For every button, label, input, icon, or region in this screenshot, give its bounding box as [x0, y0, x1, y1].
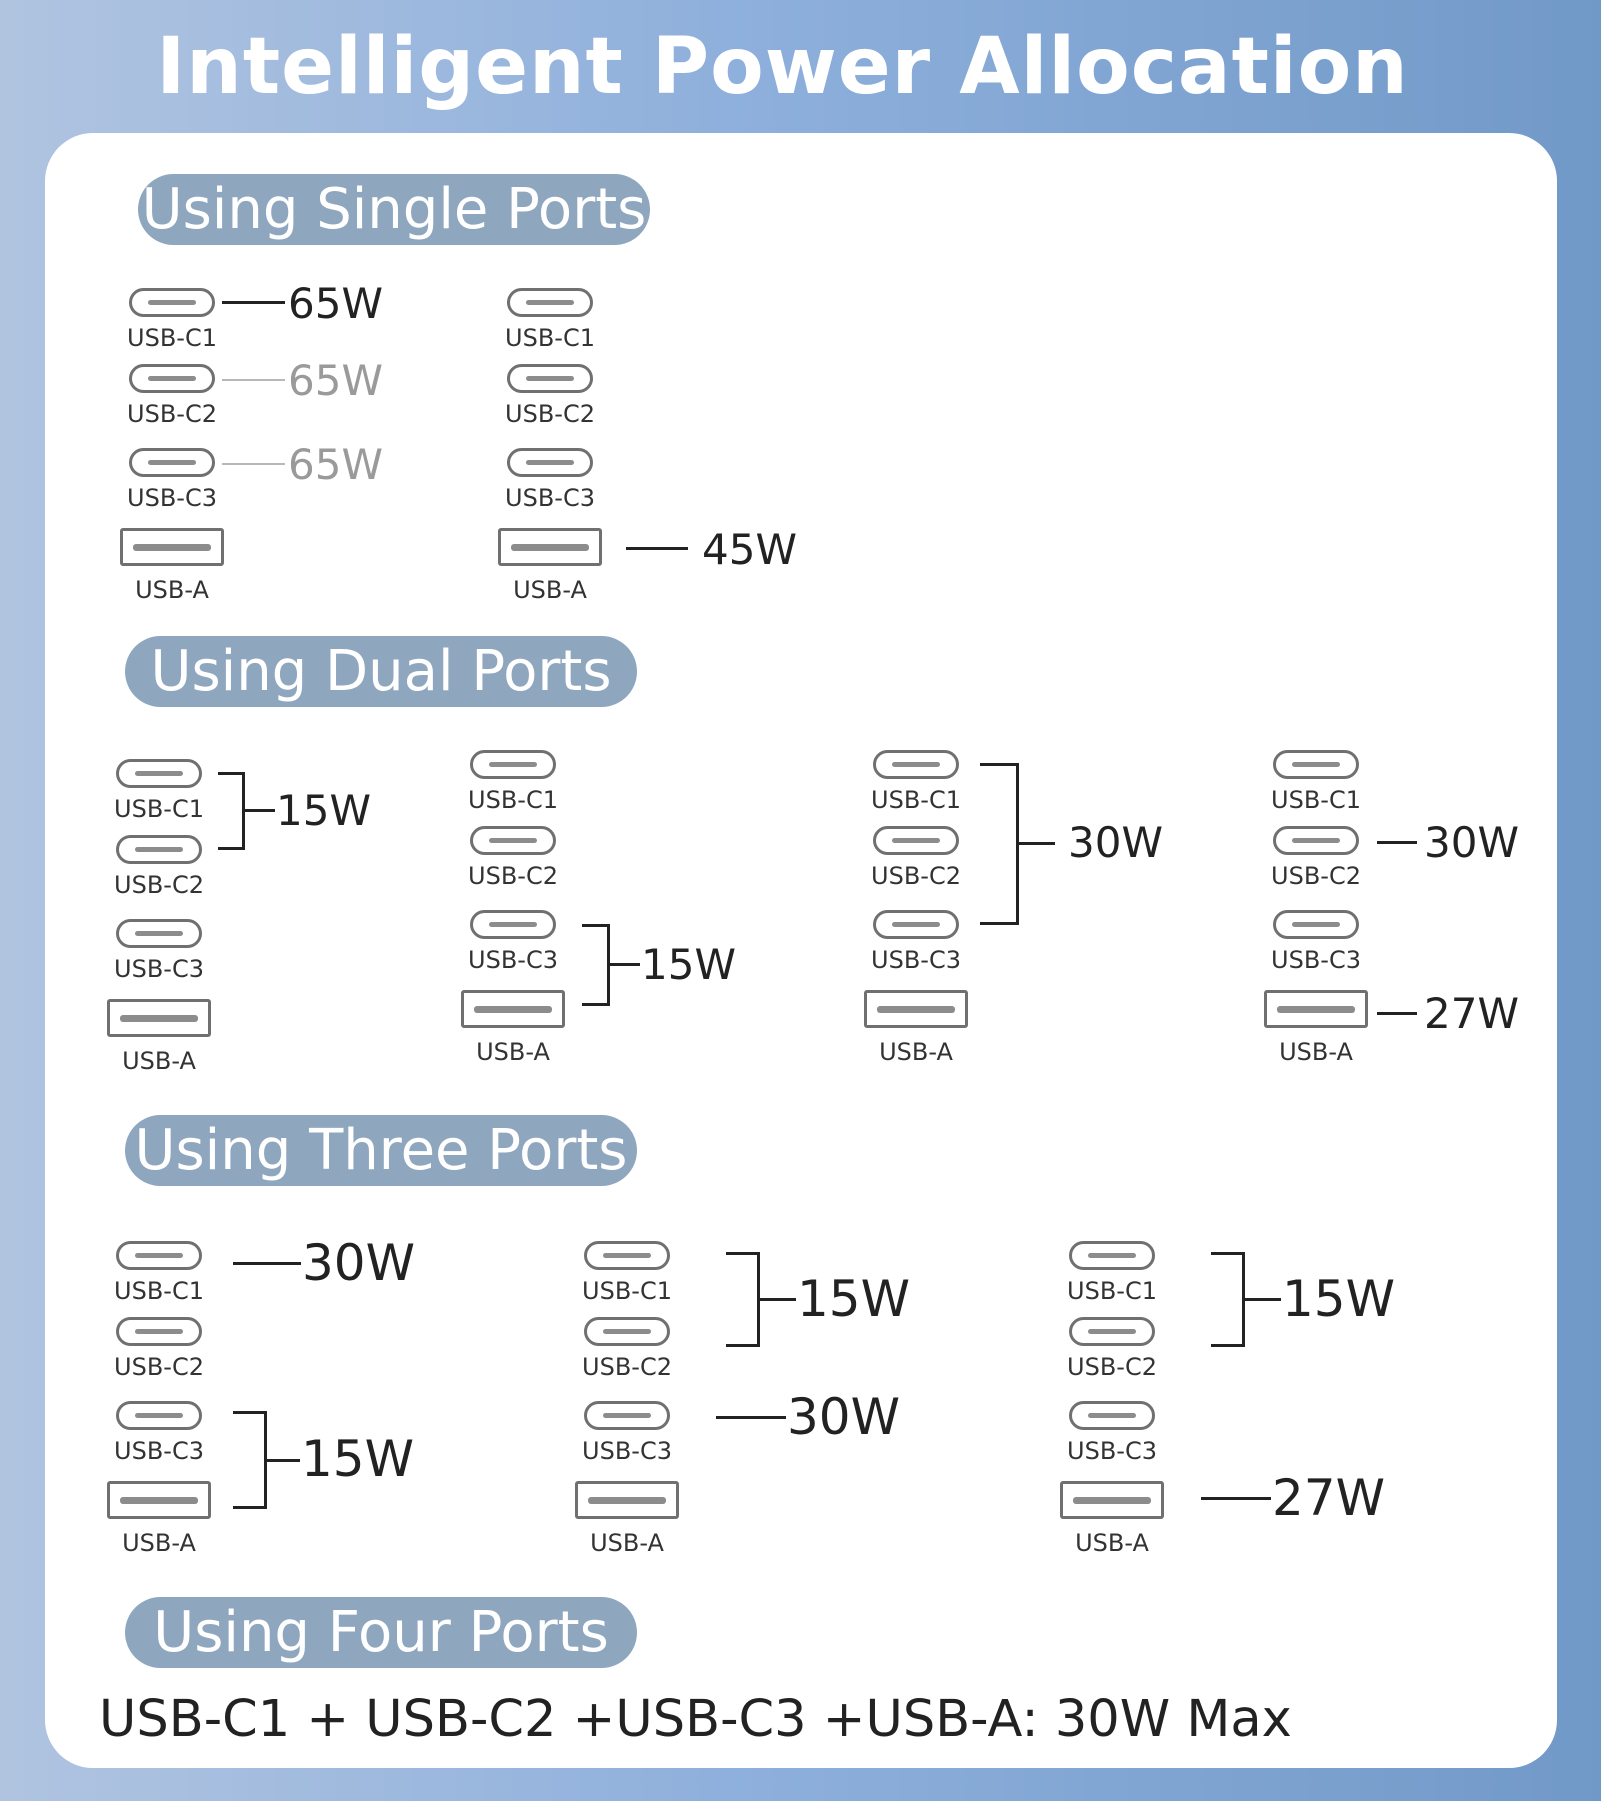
usb-c-port-icon — [507, 364, 593, 393]
usb-c-port-icon — [1069, 1241, 1155, 1270]
port-label: USB-C2 — [114, 871, 204, 899]
usb-c-port-icon — [470, 750, 556, 779]
usb-c-port-icon — [584, 1241, 670, 1270]
usb-a-port-icon — [107, 1481, 211, 1519]
usb-c-port-icon — [1273, 910, 1359, 939]
usb-a-port-icon — [461, 990, 565, 1028]
power-label: 15W — [797, 1270, 911, 1328]
power-label: 27W — [1424, 989, 1519, 1038]
connector-line — [1377, 1012, 1417, 1015]
power-label: 15W — [1282, 1270, 1396, 1328]
usb-c-port-icon — [116, 835, 202, 864]
port-label: USB-C2 — [505, 400, 595, 428]
port-label: USB-C1 — [114, 795, 204, 823]
port-label: USB-A — [1279, 1038, 1353, 1066]
bracket-connector — [1211, 1252, 1245, 1347]
connector-line — [233, 1262, 301, 1265]
connector-line — [245, 809, 275, 812]
usb-c-port-icon — [507, 448, 593, 477]
usb-c-port-icon — [129, 448, 215, 477]
power-label: 30W — [1068, 818, 1163, 867]
power-label: 30W — [787, 1388, 901, 1446]
port-label: USB-C2 — [582, 1353, 672, 1381]
connector-line — [626, 547, 688, 550]
port-label: USB-C2 — [114, 1353, 204, 1381]
power-label: 30W — [1424, 818, 1519, 867]
usb-c-port-icon — [1069, 1317, 1155, 1346]
connector-line — [716, 1416, 786, 1419]
usb-c-port-icon — [116, 1241, 202, 1270]
power-label: 27W — [1272, 1469, 1386, 1527]
power-label: 15W — [641, 940, 736, 989]
usb-a-port-icon — [1060, 1481, 1164, 1519]
usb-c-port-icon — [129, 288, 215, 317]
port-label: USB-C2 — [871, 862, 961, 890]
power-label: 65W — [288, 356, 383, 405]
port-label: USB-C3 — [1067, 1437, 1157, 1465]
port-label: USB-A — [1075, 1529, 1149, 1557]
connector-line — [1019, 842, 1055, 845]
port-label: USB-A — [122, 1529, 196, 1557]
port-label: USB-C1 — [468, 786, 558, 814]
port-label: USB-C1 — [505, 324, 595, 352]
port-label: USB-C3 — [468, 946, 558, 974]
usb-c-port-icon — [873, 910, 959, 939]
power-label: 15W — [301, 1430, 415, 1488]
connector-line — [610, 963, 640, 966]
port-label: USB-C1 — [871, 786, 961, 814]
page-title: Intelligent Power Allocation — [156, 22, 1409, 112]
bracket-connector — [582, 924, 610, 1006]
usb-c-port-icon — [1273, 826, 1359, 855]
port-label: USB-C1 — [114, 1277, 204, 1305]
usb-c-port-icon — [873, 826, 959, 855]
usb-c-port-icon — [1273, 750, 1359, 779]
connector-line — [1377, 841, 1417, 844]
port-label: USB-C1 — [1271, 786, 1361, 814]
usb-c-port-icon — [584, 1401, 670, 1430]
bracket-connector — [726, 1252, 760, 1347]
power-label: 65W — [288, 440, 383, 489]
port-label: USB-A — [513, 576, 587, 604]
power-label: 65W — [288, 279, 383, 328]
port-label: USB-C3 — [1271, 946, 1361, 974]
port-label: USB-A — [879, 1038, 953, 1066]
port-label: USB-C2 — [1067, 1353, 1157, 1381]
usb-c-port-icon — [1069, 1401, 1155, 1430]
usb-c-port-icon — [116, 1317, 202, 1346]
power-label: 30W — [302, 1234, 416, 1292]
connector-line — [1245, 1298, 1281, 1301]
port-label: USB-A — [122, 1047, 196, 1075]
port-label: USB-C2 — [468, 862, 558, 890]
port-label: USB-A — [590, 1529, 664, 1557]
port-label: USB-C3 — [127, 484, 217, 512]
port-label: USB-C3 — [582, 1437, 672, 1465]
section-four-ports: Using Four Ports — [125, 1597, 637, 1668]
port-label: USB-C1 — [127, 324, 217, 352]
connector-line — [267, 1459, 300, 1462]
usb-c-port-icon — [584, 1317, 670, 1346]
usb-c-port-icon — [116, 919, 202, 948]
port-label: USB-C2 — [1271, 862, 1361, 890]
connector-line — [1201, 1497, 1271, 1500]
usb-c-port-icon — [470, 910, 556, 939]
connector-line — [760, 1298, 796, 1301]
connector-line — [222, 301, 285, 304]
usb-a-port-icon — [1264, 990, 1368, 1028]
section-single-ports: Using Single Ports — [138, 174, 650, 245]
port-label: USB-A — [135, 576, 209, 604]
section-three-ports: Using Three Ports — [125, 1115, 637, 1186]
port-label: USB-C1 — [1067, 1277, 1157, 1305]
port-label: USB-C3 — [505, 484, 595, 512]
usb-c-port-icon — [507, 288, 593, 317]
usb-a-port-icon — [575, 1481, 679, 1519]
usb-c-port-icon — [116, 1401, 202, 1430]
connector-line — [222, 463, 285, 465]
usb-c-port-icon — [129, 364, 215, 393]
usb-a-port-icon — [864, 990, 968, 1028]
usb-a-port-icon — [120, 528, 224, 566]
usb-c-port-icon — [873, 750, 959, 779]
four-ports-summary: USB-C1 + USB-C2 +USB-C3 +USB-A: 30W Max — [99, 1690, 1292, 1749]
port-label: USB-C3 — [114, 955, 204, 983]
port-label: USB-C3 — [871, 946, 961, 974]
power-label: 45W — [702, 525, 797, 574]
port-label: USB-A — [476, 1038, 550, 1066]
port-label: USB-C2 — [127, 400, 217, 428]
port-label: USB-C3 — [114, 1437, 204, 1465]
bracket-connector — [980, 763, 1019, 925]
usb-a-port-icon — [498, 528, 602, 566]
usb-c-port-icon — [116, 759, 202, 788]
usb-c-port-icon — [470, 826, 556, 855]
section-dual-ports: Using Dual Ports — [125, 636, 637, 707]
bracket-connector — [218, 772, 245, 850]
connector-line — [222, 379, 285, 381]
port-label: USB-C1 — [582, 1277, 672, 1305]
power-label: 15W — [276, 786, 371, 835]
bracket-connector — [233, 1411, 267, 1509]
usb-a-port-icon — [107, 999, 211, 1037]
